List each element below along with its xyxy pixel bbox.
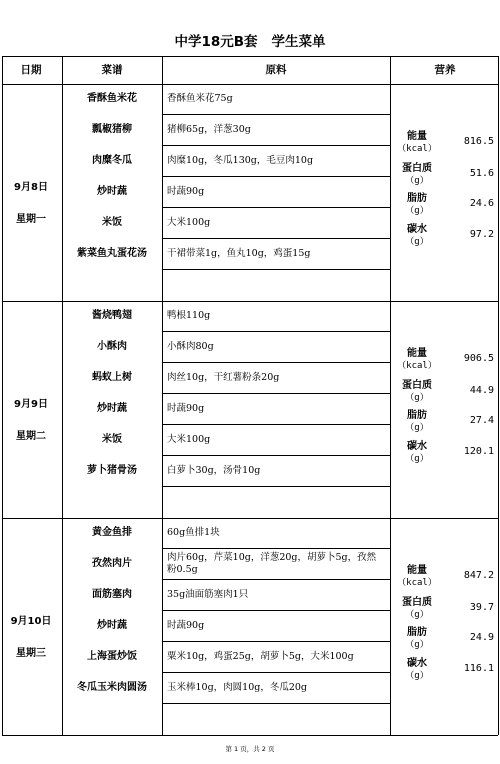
- nutrition-value: 44.9: [469, 385, 494, 396]
- dish-name: 炒时蔬: [97, 402, 127, 414]
- nutrition-unit: （kcal）: [397, 361, 437, 371]
- title-sub: 学生菜单: [271, 34, 326, 50]
- dish-ingredients: 35g油面筋塞肉1只: [167, 588, 249, 600]
- grid-line: [162, 548, 390, 549]
- nutrition-unit: （g）: [405, 393, 429, 403]
- dish-ingredients: 玉米棒10g，肉圆10g，冬瓜20g: [167, 681, 308, 693]
- nutrition-name: 蛋白质: [402, 380, 432, 391]
- grid-line: [162, 176, 390, 177]
- nutrition-label: [394, 441, 440, 465]
- nutrition-value: 120.1: [463, 446, 494, 457]
- nutrition-label: [394, 193, 440, 217]
- nutrition-label: [394, 627, 440, 651]
- nutrition-value: 24.6: [469, 198, 494, 209]
- grid-line: [162, 672, 390, 673]
- grid-line: [2, 301, 498, 302]
- nutrition-name: 蛋白质: [402, 163, 432, 174]
- grid-line: [162, 393, 390, 394]
- nutrition-name: 脂肪: [407, 410, 427, 421]
- dish-ingredients: 小酥肉80g: [167, 340, 214, 352]
- nutrition-value: 816.5: [463, 136, 494, 147]
- dish-ingredients: 60g鱼排1块: [167, 527, 220, 538]
- grid-line: [162, 331, 390, 332]
- dish-name: 蚂蚁上树: [92, 371, 132, 383]
- nutrition-unit: （g）: [405, 176, 429, 186]
- nutrition-unit: （g）: [405, 640, 429, 650]
- grid-line: [162, 362, 390, 363]
- grid-line: [390, 56, 391, 735]
- day-date: 9月10日: [10, 616, 52, 627]
- dish-name: 孜然肉片: [92, 557, 132, 569]
- dish-ingredients: 肉丝10g，干红薯粉条20g: [167, 371, 280, 383]
- dish-ingredients: 时蔬90g: [167, 619, 205, 631]
- grid-line: [162, 207, 390, 208]
- grid-line: [162, 238, 390, 239]
- nutrition-value: 51.6: [469, 168, 494, 179]
- dish-name: 黄金鱼排: [92, 527, 132, 538]
- nutrition-unit: （g）: [405, 423, 429, 433]
- day-weekday: 星期一: [16, 214, 46, 225]
- nutrition-label: [394, 380, 440, 404]
- nutrition-unit: （kcal）: [397, 578, 437, 588]
- dish-ingredients: 大米100g: [167, 216, 211, 228]
- header-date: 日期: [20, 64, 42, 76]
- dish-ingredients: 干裙带菜1g，鱼丸10g，鸡蛋15g: [167, 247, 311, 259]
- nutrition-name: 蛋白质: [402, 597, 432, 608]
- header-menu: 菜谱: [101, 64, 123, 76]
- dish-name: 炒时蔬: [97, 619, 127, 631]
- grid-line: [162, 424, 390, 425]
- grid-line: [2, 735, 498, 736]
- dish-name: 酱烧鸭翅: [92, 310, 132, 321]
- dish-ingredients: 香酥鱼米花75g: [167, 93, 233, 104]
- nutrition-value: 847.2: [463, 570, 494, 581]
- grid-line: [162, 269, 390, 270]
- grid-line: [2, 518, 498, 519]
- dish-ingredients: 粟米10g，鸡蛋25g，胡萝卜5g，大米100g: [167, 650, 354, 662]
- grid-line: [498, 56, 499, 735]
- grid-line: [162, 641, 390, 642]
- nutrition-label: [394, 410, 440, 434]
- dish-ingredients: 白萝卜30g，汤骨10g: [167, 464, 261, 476]
- nutrition-name: 能量: [407, 131, 427, 142]
- dish-ingredients: 鸭根110g: [167, 310, 211, 321]
- dish-name: 炒时蔬: [97, 185, 127, 197]
- dish-name: 肉糜冬瓜: [92, 154, 132, 166]
- nutrition-name: 脂肪: [407, 627, 427, 638]
- dish-name: 小酥肉: [97, 340, 127, 352]
- header-nutrition: 营养: [434, 64, 456, 76]
- nutrition-label: [394, 348, 440, 372]
- nutrition-unit: （g）: [405, 454, 429, 464]
- dish-ingredients: 时蔬90g: [167, 185, 205, 197]
- nutrition-name: 碳水: [407, 658, 427, 669]
- header-ingredients: 原料: [265, 64, 287, 76]
- grid-line: [162, 114, 390, 115]
- grid-line: [162, 610, 390, 611]
- dish-name: 米饭: [102, 216, 122, 228]
- dish-name: 冬瓜玉米肉圆汤: [77, 681, 147, 693]
- day-date: 9月8日: [14, 182, 48, 193]
- nutrition-value: 24.9: [469, 632, 494, 643]
- dish-name: 瓢椒猪柳: [92, 123, 132, 135]
- dish-ingredients: 猪柳65g，洋葱30g: [167, 123, 251, 135]
- grid-line: [162, 703, 390, 704]
- grid-line: [162, 455, 390, 456]
- grid-line: [162, 56, 163, 735]
- nutrition-unit: （g）: [405, 671, 429, 681]
- nutrition-value: 116.1: [463, 663, 494, 674]
- grid-line: [162, 486, 390, 487]
- nutrition-name: 脂肪: [407, 193, 427, 204]
- dish-name: 上海蛋炒饭: [87, 650, 137, 662]
- dish-name: 紫菜鱼丸蛋花汤: [77, 247, 147, 259]
- nutrition-name: 能量: [407, 348, 427, 359]
- nutrition-label: [394, 658, 440, 682]
- dish-name: 面筋塞肉: [92, 588, 132, 600]
- page-footer: 第 1 页，共 2 页: [225, 745, 275, 753]
- dish-name: 米饭: [102, 433, 122, 445]
- dish-ingredients: 肉糜10g，冬瓜130g，毛豆肉10g: [167, 154, 314, 166]
- dish-ingredients: 大米100g: [167, 433, 211, 445]
- grid-line: [162, 579, 390, 580]
- day-weekday: 星期二: [16, 431, 46, 442]
- grid-line: [2, 56, 3, 735]
- nutrition-unit: （g）: [405, 237, 429, 247]
- title-main: 中学18元B套: [174, 34, 258, 50]
- nutrition-name: 能量: [407, 565, 427, 576]
- dish-ingredients: 时蔬90g: [167, 402, 205, 414]
- grid-line: [2, 84, 498, 85]
- nutrition-name: 碳水: [407, 224, 427, 235]
- nutrition-label: [394, 131, 440, 155]
- nutrition-label: [394, 163, 440, 187]
- dish-ingredients: 肉片60g，芹菜10g，洋葱20g，胡萝卜5g，孜然粉0.5g: [167, 552, 377, 575]
- nutrition-value: 27.4: [469, 415, 494, 426]
- nutrition-label: [394, 224, 440, 248]
- nutrition-unit: （g）: [405, 206, 429, 216]
- nutrition-label: [394, 597, 440, 621]
- nutrition-value: 906.5: [463, 353, 494, 364]
- grid-line: [162, 145, 390, 146]
- day-weekday: 星期三: [16, 648, 46, 659]
- nutrition-name: 碳水: [407, 441, 427, 452]
- dish-name: 香酥鱼米花: [87, 93, 137, 104]
- nutrition-unit: （kcal）: [397, 144, 437, 154]
- nutrition-unit: （g）: [405, 610, 429, 620]
- nutrition-value: 39.7: [469, 602, 494, 613]
- dish-name: 萝卜猪骨汤: [87, 464, 137, 476]
- day-date: 9月9日: [14, 399, 48, 410]
- nutrition-value: 97.2: [469, 229, 494, 240]
- nutrition-label: [394, 565, 440, 589]
